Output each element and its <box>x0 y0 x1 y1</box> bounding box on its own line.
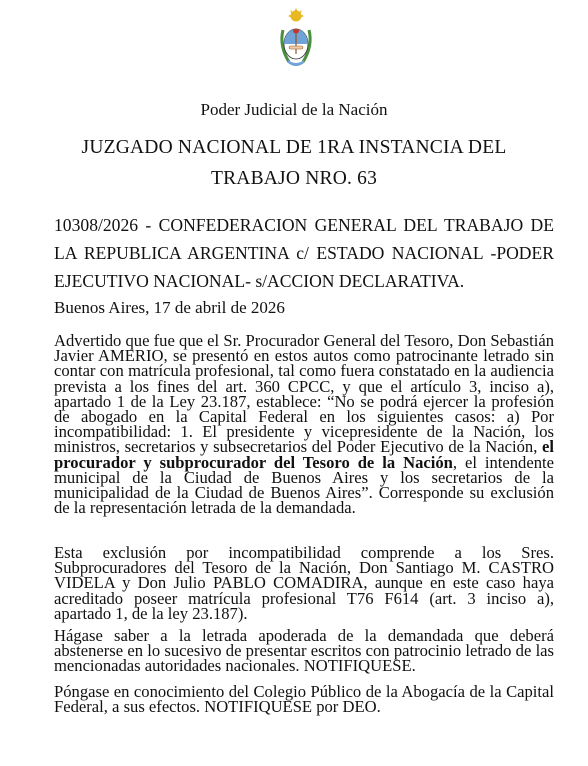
court-title-line-2: TRABAJO NRO. 63 <box>210 168 378 189</box>
paragraph-text: , el intendente municipal de la Ciudad de Buenos Aires y los secretarios de la municipalidad de la Ciudad de Buenos Aires”. Corresponde su exclusión de la representación letrada de la demandada. <box>54 452 554 518</box>
paragraph-colegio: Póngase en conocimiento del Colegio Público de la Abogacía de la Capital Federal, a sus efectos. NOTIFIQUESE por DEO. <box>54 682 554 717</box>
paragraph-notice: Hágase saber a la letrada apoderada de la demandada que deberá abstenerse en lo sucesivo de presentar escritos con patrocinio letrado de las mencionadas autoridades nacionales. NOTIFIQUESE. <box>54 626 554 676</box>
institution-name: Poder Judicial de la Nación <box>200 100 388 119</box>
paragraph-exclusion <box>54 331 554 518</box>
court-title <box>60 132 528 194</box>
coat-of-arms-icon <box>277 8 315 70</box>
court-title-line-1: JUZGADO NACIONAL DE 1RA INSTANCIA DEL <box>81 137 507 158</box>
bold-emphasis: el procurador y subprocurador del Tesoro de la Nación <box>54 437 554 472</box>
paragraph-text: Advertido que fue que el Sr. Procurador General del Tesoro, Don Sebastián Javier AMERIO, se presentó en estos autos como patrocinante letrado sin contar con matrícula profesional, tal como fuera constatado en la audiencia prevista a los fines del art. 360 CPCC, y que el artículo 3, inciso a), apartado 1 de la Ley 23.187, establece: “No se podrá ejercer la profesión de abogado en la Capital Federal en los siguientes casos: a) Por incompatibilidad: 1. El presidente y vicepresidente de la Nación, los ministros, secretarios y subsecretarios del Poder Ejecutivo de la Nación, <box>54 331 554 457</box>
date-line: Buenos Aires, 17 de abril de 2026 <box>54 298 285 317</box>
case-caption: 10308/2026 - CONFEDERACION GENERAL DEL TRABAJO DE LA REPUBLICA ARGENTINA c/ ESTADO NACIONAL -PODER EJECUTIVO NACIONAL- s/ACCION DECLARATIVA. <box>54 215 554 291</box>
paragraph-incompatibility: Esta exclusión por incompatibilidad comprende a los Sres. Subprocuradores del Tesoro de la Nación, Don Santiago M. CASTRO VIDELA y Don Julio PABLO COMADIRA, aunque en este caso haya acreditado poseer matrícula profesional T76 F614 (art. 3 inciso a), apartado 1, de la ley 23.187). <box>54 543 554 623</box>
